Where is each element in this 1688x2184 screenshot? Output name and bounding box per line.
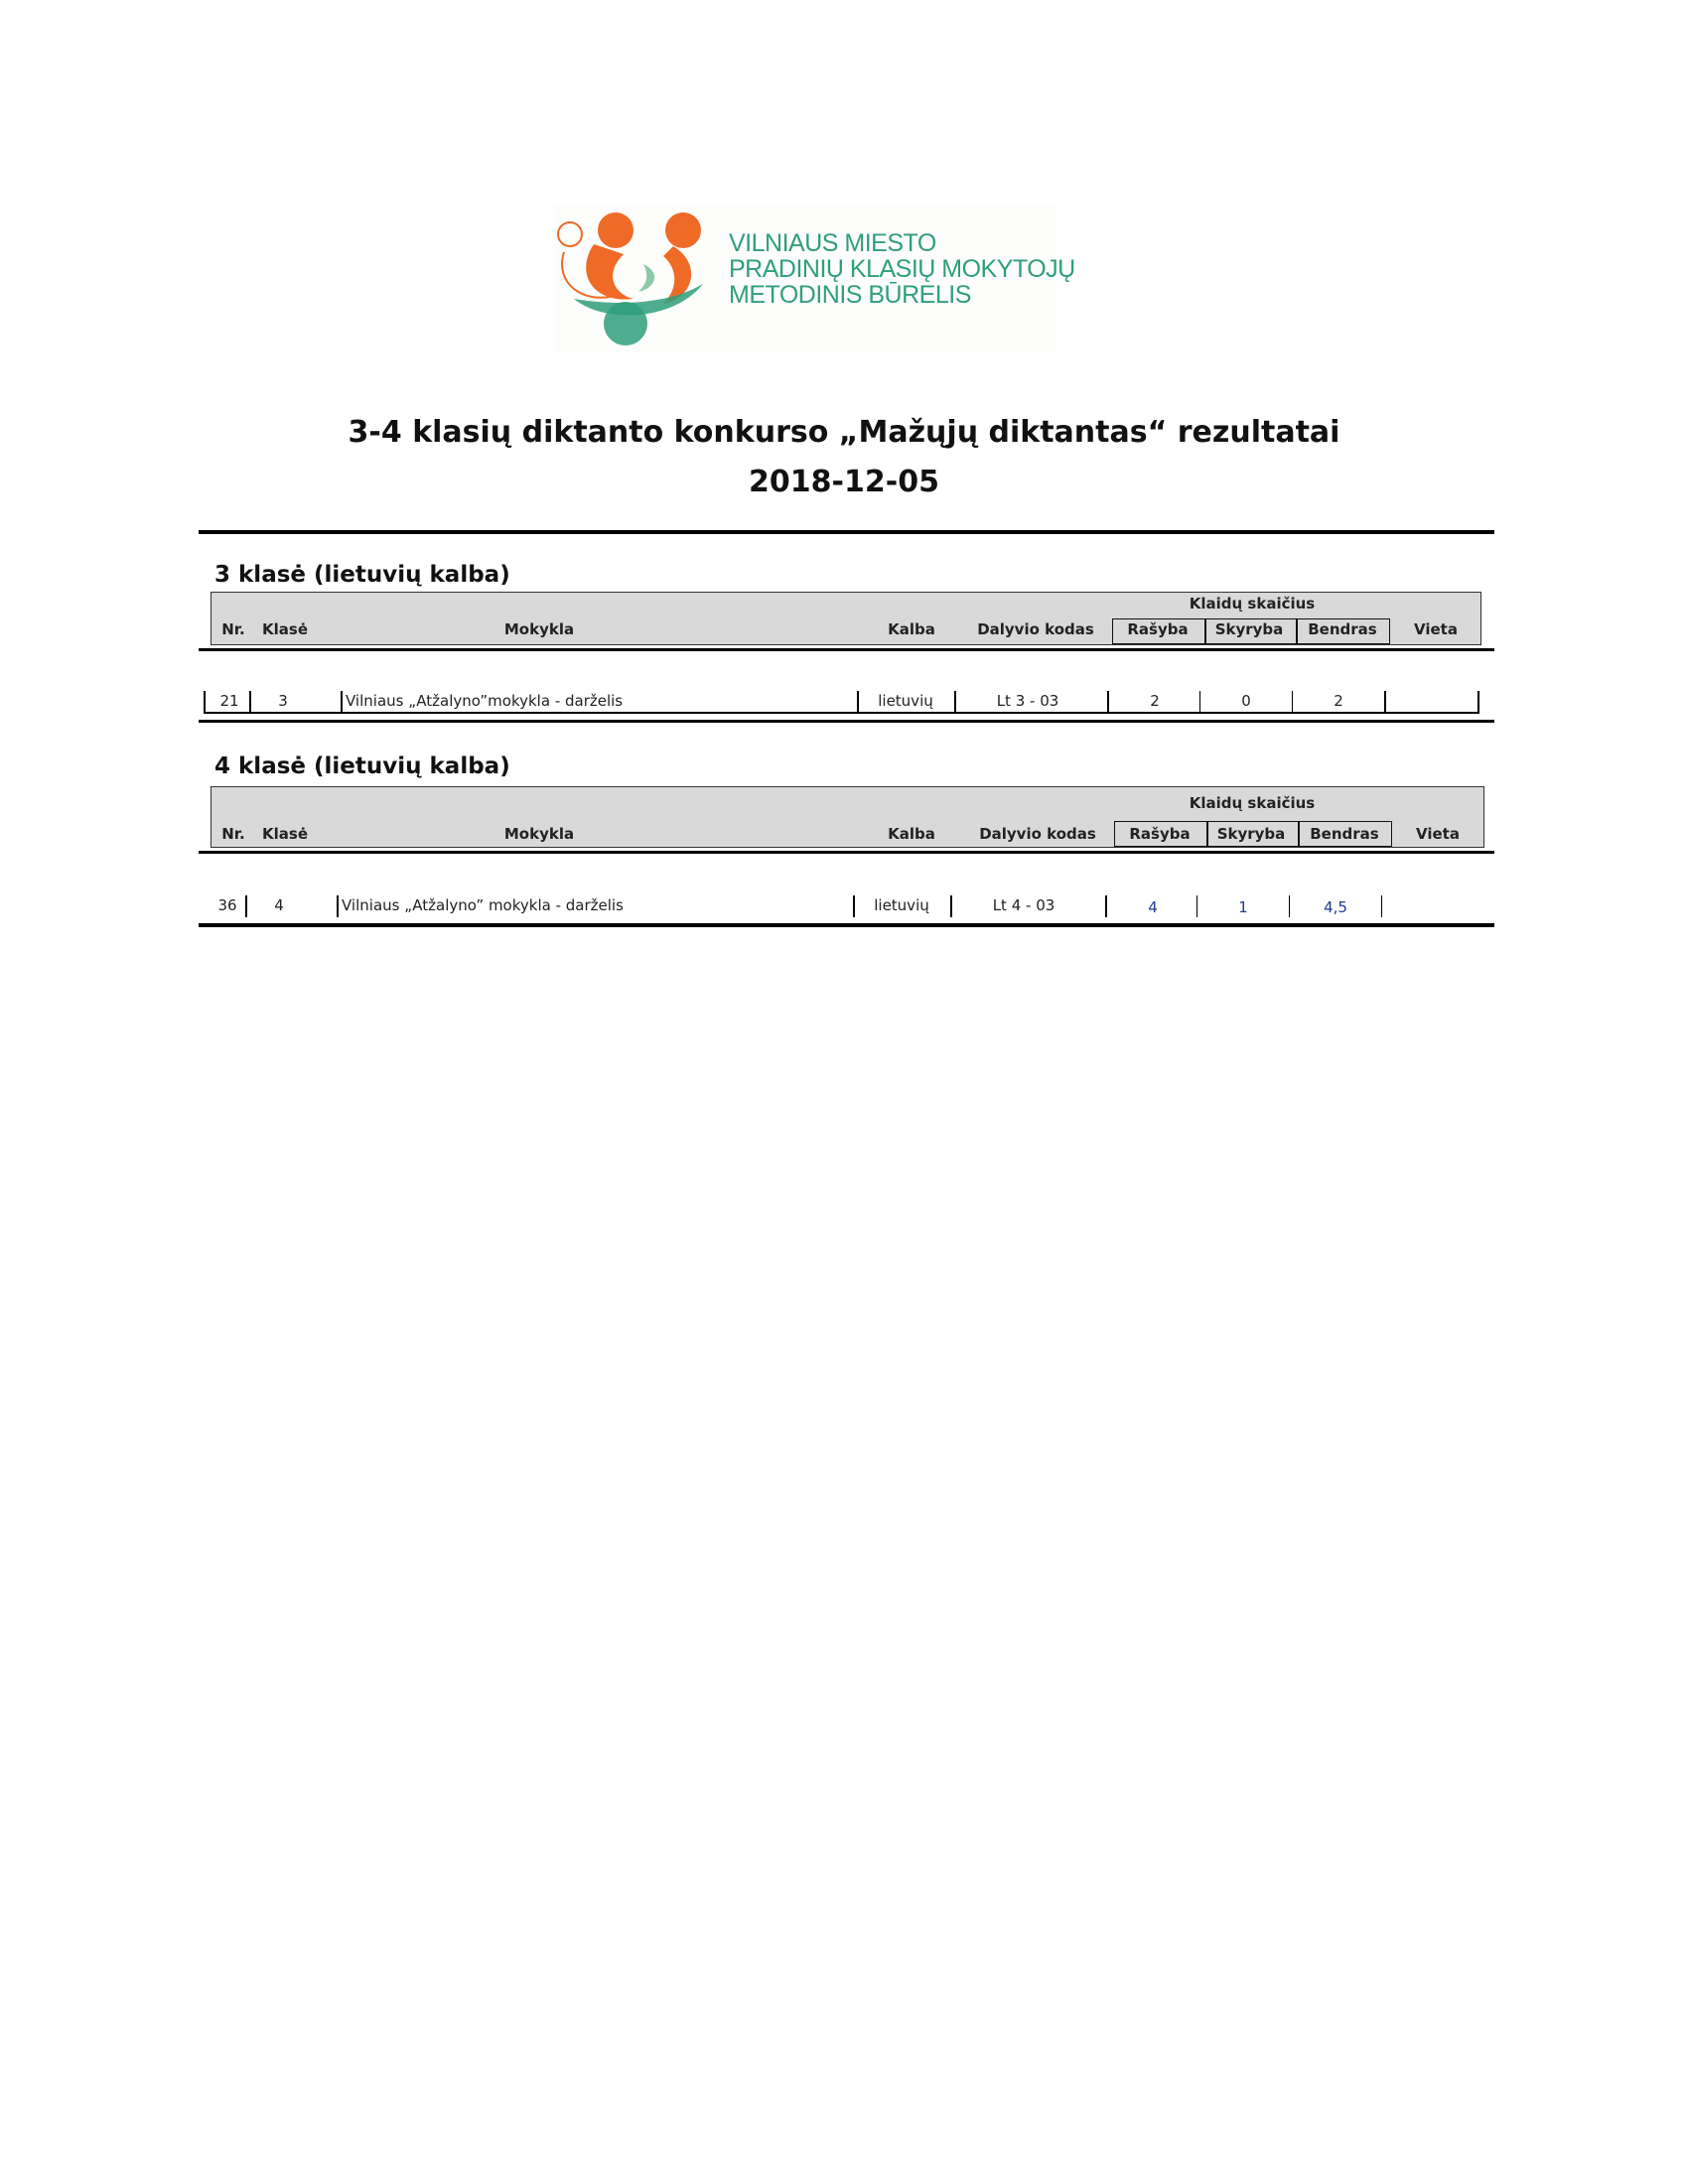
- header-vieta: Vieta: [1414, 620, 1458, 638]
- cell-dalyvio-kodas: Lt 4 - 03: [992, 896, 1055, 914]
- header-mokykla: Mokykla: [503, 825, 575, 843]
- cell-klase: 3: [278, 692, 288, 710]
- logo-emblem-icon: [554, 205, 729, 351]
- cell-skyryba: 1: [1238, 898, 1248, 916]
- table-row: [204, 691, 1484, 717]
- header-rasyba: Rašyba: [1129, 825, 1191, 843]
- divider: [199, 720, 1494, 723]
- section-heading: 4 klasė (lietuvių kalba): [214, 753, 510, 779]
- cell-nr: 21: [219, 692, 239, 710]
- page-date: 2018-12-05: [749, 465, 939, 499]
- cell-mokykla: Vilniaus „Atžalyno”mokykla - darželis: [346, 692, 624, 710]
- section-heading: 3 klasė (lietuvių kalba): [214, 562, 510, 588]
- divider: [199, 923, 1494, 927]
- header-nr: Nr.: [221, 825, 245, 843]
- cell-bendras: 4,5: [1324, 898, 1347, 916]
- page-title: 3-4 klasių diktanto konkurso „Mažųjų diktantas“ rezultatai: [348, 415, 1340, 450]
- logo-text-line1: VILNIAUS MIESTO: [729, 229, 936, 257]
- header-klase: Klasė: [262, 825, 308, 843]
- cell-nr: 36: [217, 896, 237, 914]
- divider: [199, 648, 1494, 651]
- header-klase: Klasė: [262, 620, 308, 638]
- header-skyryba: Skyryba: [1216, 825, 1286, 843]
- cell-kalba: lietuvių: [874, 896, 929, 914]
- header-kalba: Kalba: [888, 620, 935, 638]
- header-dalyvio-kodas: Dalyvio kodas: [977, 620, 1094, 638]
- cell-rasyba: 4: [1148, 898, 1158, 916]
- cell-bendras: 2: [1334, 692, 1343, 710]
- header-mokykla: Mokykla: [503, 620, 575, 638]
- logo: [554, 205, 1075, 351]
- cell-skyryba: 0: [1241, 692, 1251, 710]
- divider: [199, 530, 1494, 534]
- header-kalba: Kalba: [888, 825, 935, 843]
- cell-rasyba: 2: [1150, 692, 1160, 710]
- header-rasyba: Rašyba: [1127, 620, 1189, 638]
- logo-text-line3: METODINIS BŪRELIS: [729, 281, 971, 309]
- logo-text-line2: PRADINIŲ KLASIŲ MOKYTOJŲ: [729, 255, 1075, 283]
- table-row: [204, 895, 1484, 921]
- header-klaidu-skaicius: Klaidų skaičius: [1189, 595, 1316, 613]
- header-nr: Nr.: [221, 620, 245, 638]
- header-klaidu-skaicius: Klaidų skaičius: [1189, 794, 1316, 812]
- cell-klase: 4: [274, 896, 284, 914]
- cell-dalyvio-kodas: Lt 3 - 03: [996, 692, 1059, 710]
- cell-kalba: lietuvių: [878, 692, 933, 710]
- header-dalyvio-kodas: Dalyvio kodas: [979, 825, 1096, 843]
- header-bendras: Bendras: [1308, 620, 1377, 638]
- divider: [199, 851, 1494, 854]
- table-header: [211, 592, 1481, 645]
- table-header: [211, 786, 1484, 848]
- cell-mokykla: Vilniaus „Atžalyno” mokykla - darželis: [342, 896, 624, 914]
- header-vieta: Vieta: [1416, 825, 1460, 843]
- header-bendras: Bendras: [1310, 825, 1379, 843]
- header-skyryba: Skyryba: [1214, 620, 1284, 638]
